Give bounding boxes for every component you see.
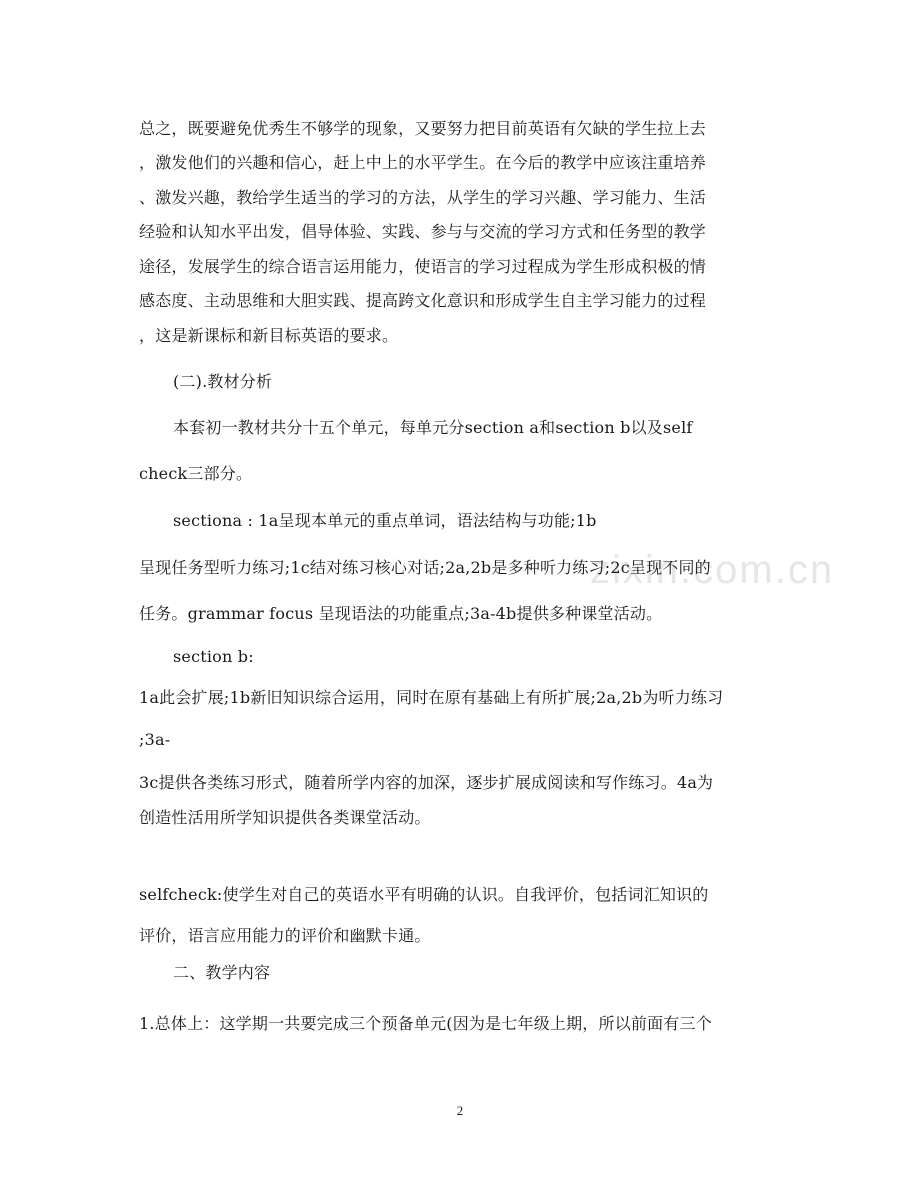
section-heading: 二、教学内容: [173, 963, 271, 982]
text-line: 总之，既要避免优秀生不够学的现象，又要努力把目前英语有欠缺的学生拉上去: [139, 119, 707, 138]
text-line: 创造性活用所学知识提供各类课堂活动。: [139, 808, 431, 827]
page-number: 2: [456, 1103, 464, 1118]
watermark: zixin.com.cn: [590, 548, 835, 592]
text-line: 经验和认知水平出发，倡导体验、实践、参与与交流的学习方式和任务型的教学: [139, 222, 707, 241]
text-line: 1.总体上：这学期一共要完成三个预备单元(因为是七年级上期，所以前面有三个: [139, 1014, 712, 1033]
section-heading: (二).教材分析: [173, 372, 273, 391]
text-line: 任务。grammar focus 呈现语法的功能重点;3a-4b提供多种课堂活动。: [139, 604, 663, 623]
text-line: ，激发他们的兴趣和信心，赶上中上的水平学生。在今后的教学中应该注重培养: [139, 153, 707, 172]
text-line: 3c提供各类练习形式，随着所学内容的加深，逐步扩展成阅读和写作练习。4a为: [139, 773, 714, 792]
text-line: 评价，语言应用能力的评价和幽默卡通。: [139, 926, 431, 945]
text-line: check三部分。: [139, 464, 253, 483]
text-line: 本套初一教材共分十五个单元，每单元分section a和section b以及self: [173, 418, 693, 437]
text-line: selfcheck:使学生对自己的英语水平有明确的认识。自我评价，包括词汇知识的: [139, 885, 709, 904]
text-line: 感态度、主动思维和大胆实践、提高跨文化意识和形成学生自主学习能力的过程: [139, 291, 707, 310]
text-line: ，这是新课标和新目标英语的要求。: [139, 326, 399, 345]
text-line: sectiona : 1a呈现本单元的重点单词，语法结构与功能;1b: [173, 511, 597, 530]
text-line: section b:: [173, 647, 254, 666]
text-line: 呈现任务型听力练习;1c结对练习核心对话;2a,2b是多种听力练习;2c呈现不同的: [139, 558, 711, 577]
text-line: ;3a-: [139, 730, 171, 749]
text-line: 、激发兴趣，教给学生适当的学习的方法，从学生的学习兴趣、学习能力、生活: [139, 188, 707, 207]
text-line: 途径，发展学生的综合语言运用能力，使语言的学习过程成为学生形成积极的情: [139, 257, 707, 276]
text-line: 1a此会扩展;1b新旧知识综合运用，同时在原有基础上有所扩展;2a,2b为听力练习: [139, 688, 724, 707]
